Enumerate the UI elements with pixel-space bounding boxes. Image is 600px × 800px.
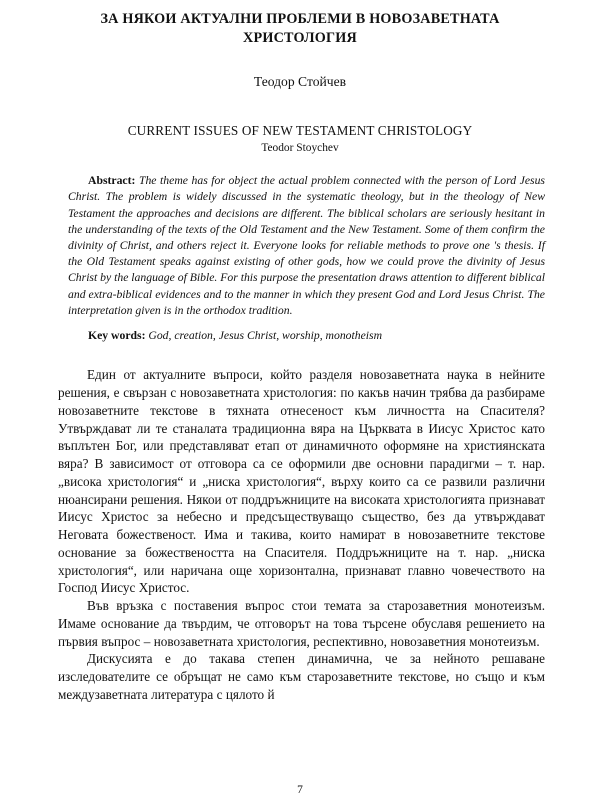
body-paragraph-3: Дискусията е до такава степен динамична, че за нейното решаване изследователите се обръщат не само към старозаветните текстове, но също и към междузаветната литература с цялото й xyxy=(58,651,545,702)
page-title-english: CURRENT ISSUES OF NEW TESTAMENT CHRISTOLOGY xyxy=(127,123,473,139)
page-title-bulgarian: ЗА НЯКОИ АКТУАЛНИ ПРОБЛЕМИ В НОВОЗАВЕТНАТА ХРИСТОЛОГИЯ xyxy=(100,11,500,46)
body-section xyxy=(0,344,600,703)
keywords-paragraph xyxy=(68,319,545,344)
abstract-paragraph xyxy=(68,173,545,319)
keywords-label: Key words: xyxy=(88,329,146,343)
page-number: 7 xyxy=(297,783,303,796)
body-paragraph-2: Във връзка с поставения въпрос стои темата за старозаветния монотеизъм. Имаме основание да твърдим, че отговорът на това търсене обуславя решението на първия въпрос – новозаветната христология, респективно, новозаветния монотеизъм. xyxy=(58,598,545,649)
abstract-label: Abstract: xyxy=(88,174,136,188)
author-bulgarian: Теодор Стойчев xyxy=(253,73,347,89)
abstract-text: The theme has for object the actual problem connected with the person of Lord Jesus Christ. The problem is widely discussed in the systematic theology, but in the theology of New Testament the approaches and decisions are different. The biblical scholars are seriously hesitant in the understanding of the texts of the Old Testament and the New Testament. Some of them confirm the divinity of Christ, and others reject it. Everyone looks for reliable methods to prove one 's thesis. If the Old Testament speaks against existing of other gods, how we could prove the divinity of Jesus Christ by the language of Bible. For this purpose the presentation draws attention to different biblical and extra-biblical evidences and to the manner in which they present God and Lord Jesus Christ. The interpretation given is in the orthodox tradition. xyxy=(68,174,545,317)
abstract-section xyxy=(0,155,600,344)
keywords-text: God, creation, Jesus Christ, worship, monotheism xyxy=(145,329,383,343)
body-paragraph-1: Един от актуалните въпроси, който разделя новозаветната наука в нейните решения, е свързан с новозаветната христология: по какъв начин трябва да разбираме новозаветните текстове в тяхната отнесеност към личността на Спасителя? Утвърждават ли те станалата традиционна вяра на Църквата в Иисус Христос като въплътен Бог, или представляват етап от динамичното оформяне на християнската вяра? В зависимост от отговора са се оформили две основни парадигми – т. нар. „висока христология“ и „ниска христология“, върху които са се развили различни нюансирани решения. Някои от поддръжниците на високата христологията признават Иисус Христос за небесно и предсъществуващо същество, без да утвърждават Неговата божественост. Има и такива, които намират в новозаветните текстове основание за божествеността на Спасителя. Поддръжниците на т. нар. „ниска христология“, или наричана още хоризонтална, признават главно човечеството на Господ Иисус Христос. xyxy=(58,367,545,596)
author-english: Teodor Stoychev xyxy=(261,141,339,154)
